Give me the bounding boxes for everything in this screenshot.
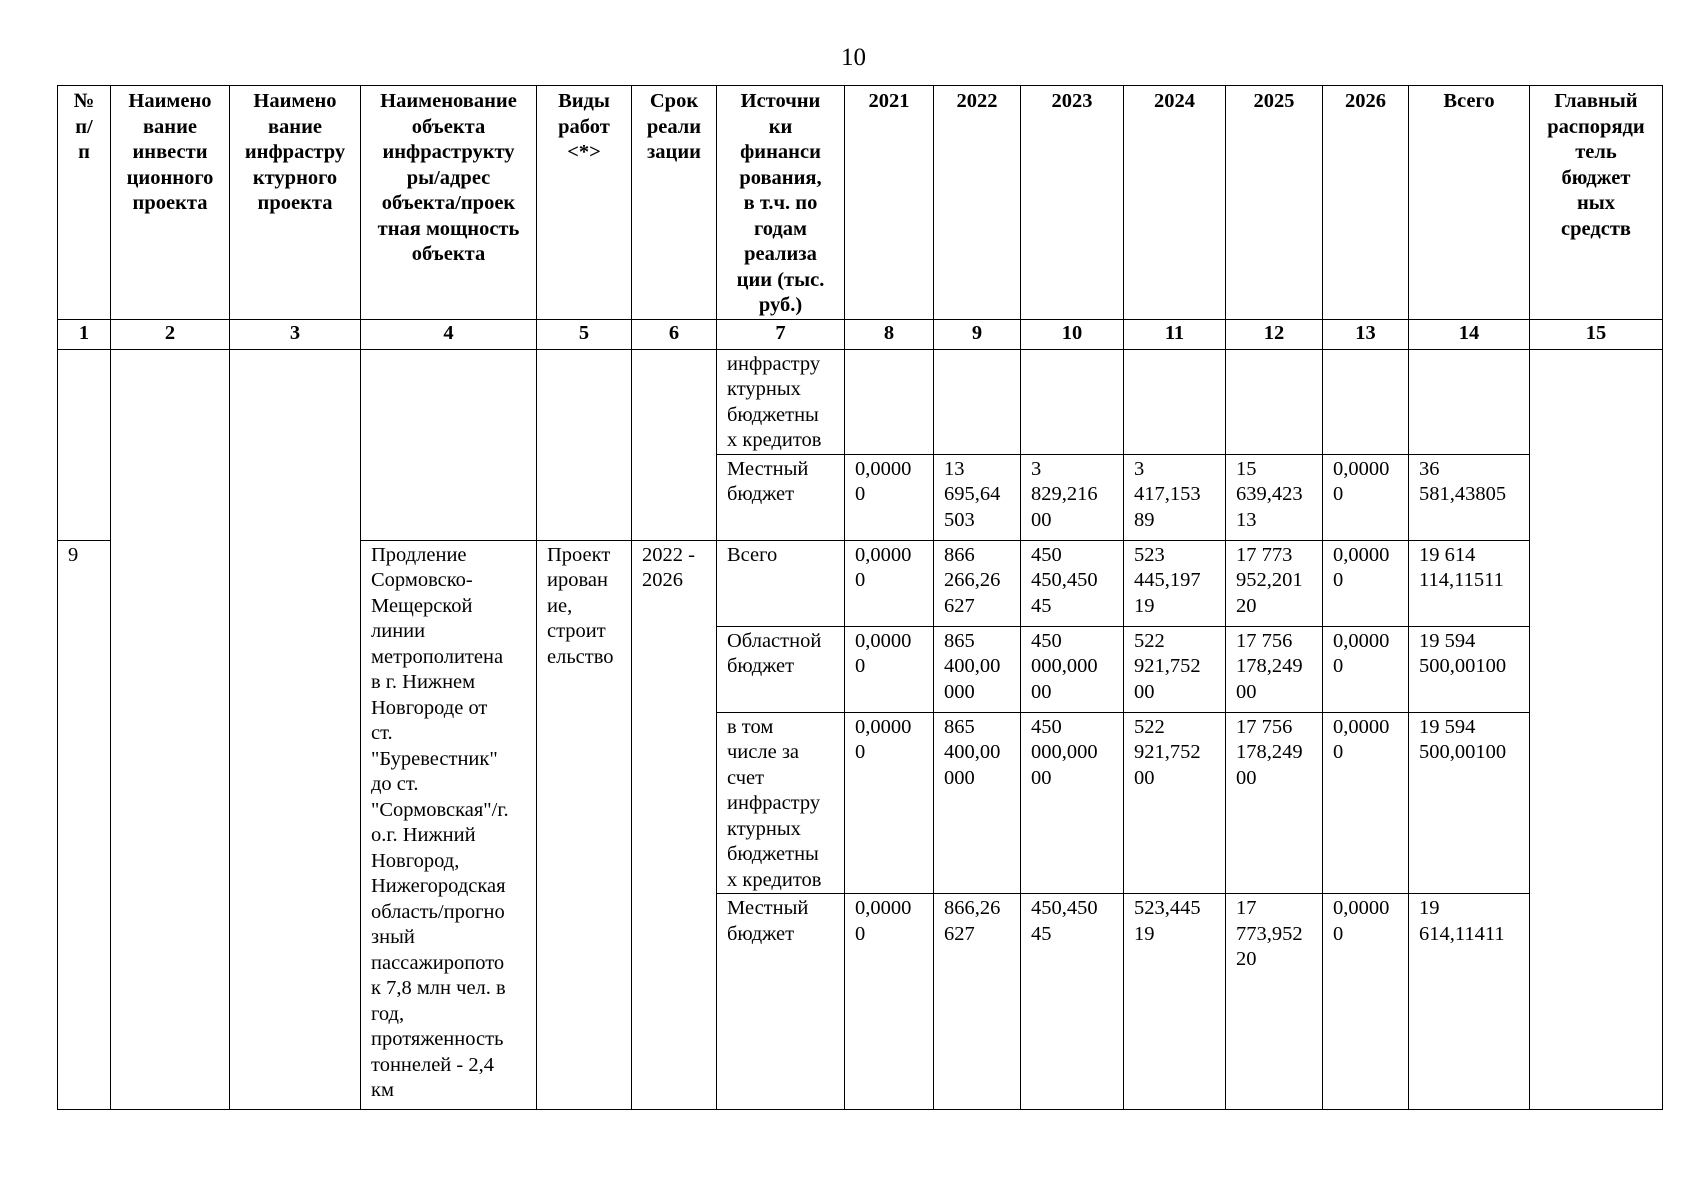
value-2024: 3 417,153 89 bbox=[1124, 454, 1226, 540]
funding-source-cell: в том числе за счет инфрастру ктурных бюджетны х кредитов bbox=[717, 712, 845, 894]
column-number: 8 bbox=[845, 319, 934, 349]
value-2021 bbox=[845, 349, 934, 454]
value-total bbox=[1409, 349, 1530, 454]
value-2025: 17 756 178,249 00 bbox=[1226, 712, 1323, 894]
column-number: 9 bbox=[934, 319, 1021, 349]
budget-table bbox=[57, 85, 1663, 1110]
value-2023: 450 000,000 00 bbox=[1021, 626, 1124, 712]
value-2024: 523,445 19 bbox=[1124, 894, 1226, 1110]
value-2022: 13 695,64 503 bbox=[934, 454, 1021, 540]
header-period: Срок реали зации bbox=[632, 86, 717, 320]
funding-source-cell: Местный бюджет bbox=[717, 894, 845, 1110]
value-2025: 17 773 952,201 20 bbox=[1226, 540, 1323, 626]
value-2023 bbox=[1021, 349, 1124, 454]
funding-source-cell: инфрастру ктурных бюджетны х кредитов bbox=[717, 349, 845, 454]
value-total: 19 614 114,11511 bbox=[1409, 540, 1530, 626]
value-2023: 450 450,450 45 bbox=[1021, 540, 1124, 626]
header-num: № п/ п bbox=[58, 86, 111, 320]
column-number: 15 bbox=[1530, 319, 1663, 349]
value-2024 bbox=[1124, 349, 1226, 454]
value-2026: 0,0000 0 bbox=[1323, 540, 1409, 626]
page-number: 10 bbox=[841, 44, 866, 71]
period-cell bbox=[632, 349, 717, 540]
work-types-cell: Проект ирован ие, строит ельство bbox=[537, 540, 632, 1110]
header-funding-sources: Источни ки финанси рования, в т.ч. по годам реализа ции (тыс. руб.) bbox=[717, 86, 845, 320]
column-number: 13 bbox=[1323, 319, 1409, 349]
funding-source-cell: Всего bbox=[717, 540, 845, 626]
column-number: 1 bbox=[58, 319, 111, 349]
column-number: 4 bbox=[361, 319, 537, 349]
value-total: 36 581,43805 bbox=[1409, 454, 1530, 540]
value-2022: 866,26 627 bbox=[934, 894, 1021, 1110]
value-2026: 0,0000 0 bbox=[1323, 454, 1409, 540]
column-number: 2 bbox=[111, 319, 230, 349]
header-row bbox=[58, 86, 1663, 320]
value-2021: 0,0000 0 bbox=[845, 626, 934, 712]
funding-source-cell: Местный бюджет bbox=[717, 454, 845, 540]
column-number: 12 bbox=[1226, 319, 1323, 349]
value-total: 19 594 500,00100 bbox=[1409, 712, 1530, 894]
period-cell: 2022 - 2026 bbox=[632, 540, 717, 1110]
value-2026 bbox=[1323, 349, 1409, 454]
header-infrastructure-object: Наименование объекта инфраструкту ры/адрес объекта/проек тная мощность объекта bbox=[361, 86, 537, 320]
object-cell: Продление Сормовско- Мещерской линии метрополитена в г. Нижнем Новгороде от ст. "Буревестник" до ст. "Сормовская"/г. о.г. Нижний Новгород, Нижегородская область/прогно зный пассажиропото к 7,8 млн чел. в год, протяженность тоннелей - 2,4 км bbox=[361, 540, 537, 1110]
value-2025 bbox=[1226, 349, 1323, 454]
header-2024: 2024 bbox=[1124, 86, 1226, 320]
table-row bbox=[58, 349, 1663, 454]
header-2021: 2021 bbox=[845, 86, 934, 320]
value-2022: 866 266,26 627 bbox=[934, 540, 1021, 626]
column-number: 7 bbox=[717, 319, 845, 349]
row-num-cell bbox=[58, 349, 111, 540]
work-types-cell bbox=[537, 349, 632, 540]
value-2021: 0,0000 0 bbox=[845, 540, 934, 626]
object-cell bbox=[361, 349, 537, 540]
header-work-types: Виды работ <*> bbox=[537, 86, 632, 320]
value-2023: 450,450 45 bbox=[1021, 894, 1124, 1110]
value-total: 19 594 500,00100 bbox=[1409, 626, 1530, 712]
column-number-row bbox=[58, 319, 1663, 349]
value-2022 bbox=[934, 349, 1021, 454]
header-2022: 2022 bbox=[934, 86, 1021, 320]
header-2025: 2025 bbox=[1226, 86, 1323, 320]
row-num-cell: 9 bbox=[58, 540, 111, 1110]
header-investment-project: Наимено вание инвести ционного проекта bbox=[111, 86, 230, 320]
value-2026: 0,0000 0 bbox=[1323, 712, 1409, 894]
funding-source-cell: Областной бюджет bbox=[717, 626, 845, 712]
value-2026: 0,0000 0 bbox=[1323, 626, 1409, 712]
value-2021: 0,0000 0 bbox=[845, 894, 934, 1110]
header-total: Всего bbox=[1409, 86, 1530, 320]
value-2022: 865 400,00 000 bbox=[934, 626, 1021, 712]
value-2022: 865 400,00 000 bbox=[934, 712, 1021, 894]
column-number: 3 bbox=[230, 319, 361, 349]
value-2025: 15 639,423 13 bbox=[1226, 454, 1323, 540]
column-number: 14 bbox=[1409, 319, 1530, 349]
value-2024: 522 921,752 00 bbox=[1124, 712, 1226, 894]
value-2025: 17 773,952 20 bbox=[1226, 894, 1323, 1110]
investment-project-cell bbox=[111, 349, 230, 1110]
header-2026: 2026 bbox=[1323, 86, 1409, 320]
value-2025: 17 756 178,249 00 bbox=[1226, 626, 1323, 712]
value-2024: 523 445,197 19 bbox=[1124, 540, 1226, 626]
header-2023: 2023 bbox=[1021, 86, 1124, 320]
value-total: 19 614,11411 bbox=[1409, 894, 1530, 1110]
column-number: 5 bbox=[537, 319, 632, 349]
value-2026: 0,0000 0 bbox=[1323, 894, 1409, 1110]
value-2023: 450 000,000 00 bbox=[1021, 712, 1124, 894]
value-2023: 3 829,216 00 bbox=[1021, 454, 1124, 540]
infrastructure-project-cell bbox=[230, 349, 361, 1110]
budget-manager-cell bbox=[1530, 349, 1663, 1110]
value-2024: 522 921,752 00 bbox=[1124, 626, 1226, 712]
value-2021: 0,0000 0 bbox=[845, 712, 934, 894]
header-infrastructure-project: Наимено вание инфрастру ктурного проекта bbox=[230, 86, 361, 320]
header-budget-manager: Главный распоряди тель бюджет ных средств bbox=[1530, 86, 1663, 320]
column-number: 10 bbox=[1021, 319, 1124, 349]
value-2021: 0,0000 0 bbox=[845, 454, 934, 540]
column-number: 6 bbox=[632, 319, 717, 349]
column-number: 11 bbox=[1124, 319, 1226, 349]
